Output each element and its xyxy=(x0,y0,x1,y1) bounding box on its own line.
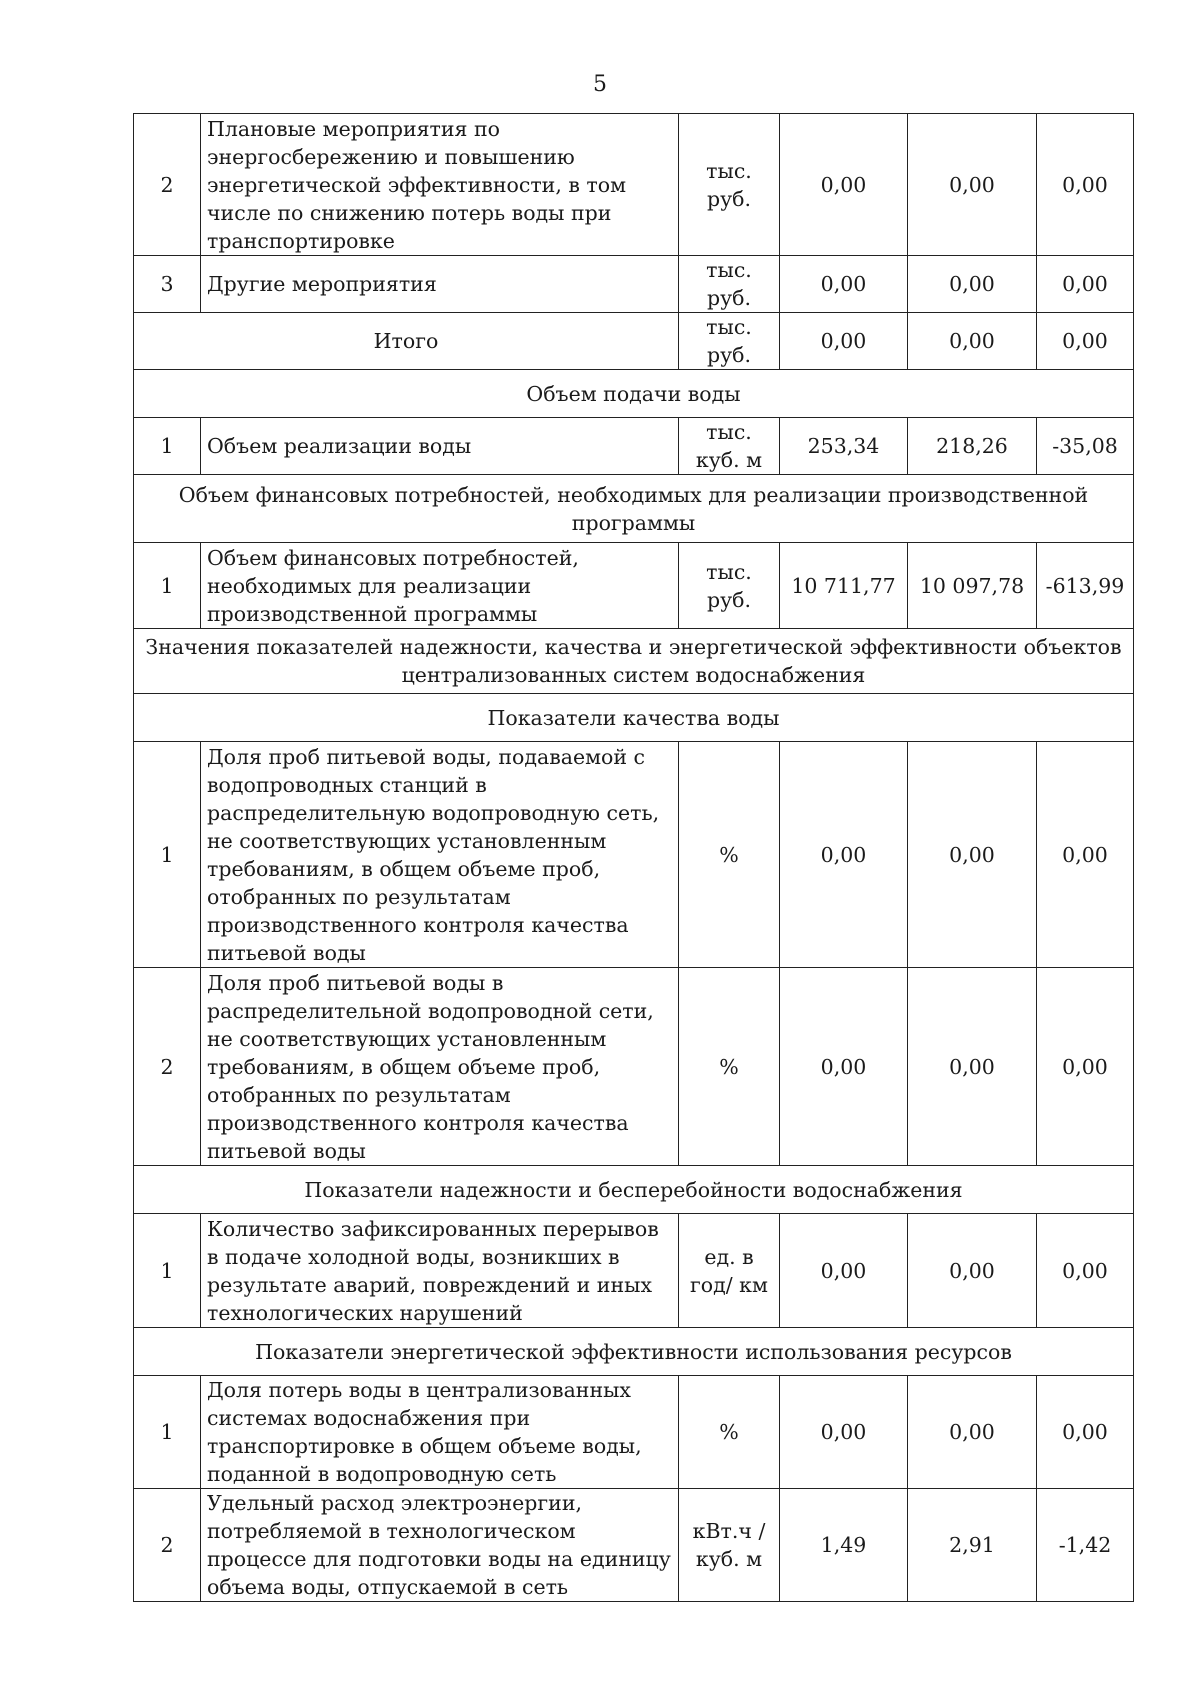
row-number: 1 xyxy=(134,742,201,968)
unit-cell: тыс. руб. xyxy=(679,313,780,370)
value-cell-3: -35,08 xyxy=(1037,418,1134,475)
value-cell-3: 0,00 xyxy=(1037,968,1134,1166)
value-cell-1: 10 711,77 xyxy=(780,543,908,629)
table-row xyxy=(134,1489,1134,1602)
section-header-row xyxy=(134,370,1134,418)
row-number: 3 xyxy=(134,256,201,313)
unit-cell: тыс. руб. xyxy=(679,543,780,629)
table-row xyxy=(134,543,1134,629)
indicator-name: Удельный расход электроэнергии, потребляемой в технологическом процессе для подготовки воды на единицу объема воды, отпускаемой в сеть xyxy=(201,1489,679,1602)
value-cell-2: 2,91 xyxy=(908,1489,1037,1602)
value-cell-2: 0,00 xyxy=(908,114,1037,256)
indicator-name: Количество зафиксированных перерывов в подаче холодной воды, возникших в результате аварий, повреждений и иных технологических нарушений xyxy=(201,1214,679,1328)
section-header-row xyxy=(134,629,1134,694)
value-cell-2: 0,00 xyxy=(908,313,1037,370)
value-cell-1: 253,34 xyxy=(780,418,908,475)
value-cell-1: 0,00 xyxy=(780,742,908,968)
table-row xyxy=(134,742,1134,968)
row-number: 2 xyxy=(134,114,201,256)
unit-cell: ед. в год/ км xyxy=(679,1214,780,1328)
value-cell-3: 0,00 xyxy=(1037,742,1134,968)
row-number: 1 xyxy=(134,418,201,475)
row-number: 1 xyxy=(134,1214,201,1328)
unit-cell: % xyxy=(679,1376,780,1489)
section-header-row xyxy=(134,694,1134,742)
section-title: Показатели качества воды xyxy=(134,694,1134,742)
row-number: 2 xyxy=(134,1489,201,1602)
table-row xyxy=(134,114,1134,256)
value-cell-3: 0,00 xyxy=(1037,1376,1134,1489)
section-title: Объем финансовых потребностей, необходимых для реализации производственной программы xyxy=(134,475,1134,543)
value-cell-2: 218,26 xyxy=(908,418,1037,475)
section-header-row xyxy=(134,475,1134,543)
value-cell-3: -613,99 xyxy=(1037,543,1134,629)
value-cell-2: 0,00 xyxy=(908,968,1037,1166)
row-number: 1 xyxy=(134,543,201,629)
value-cell-2: 0,00 xyxy=(908,256,1037,313)
value-cell-1: 0,00 xyxy=(780,114,908,256)
indicator-name: Доля потерь воды в централизованных системах водоснабжения при транспортировке в общем объеме воды, поданной в водопроводную сеть xyxy=(201,1376,679,1489)
value-cell-1: 0,00 xyxy=(780,1214,908,1328)
indicator-name: Объем финансовых потребностей, необходимых для реализации производственной программы xyxy=(201,543,679,629)
table-row xyxy=(134,256,1134,313)
value-cell-2: 0,00 xyxy=(908,742,1037,968)
unit-cell: тыс. куб. м xyxy=(679,418,780,475)
unit-cell: тыс. руб. xyxy=(679,256,780,313)
section-title: Значения показателей надежности, качества и энергетической эффективности объектов централизованных систем водоснабжения xyxy=(134,629,1134,694)
section-header-row xyxy=(134,1166,1134,1214)
row-number: 2 xyxy=(134,968,201,1166)
page-number: 5 xyxy=(593,72,607,97)
value-cell-1: 0,00 xyxy=(780,968,908,1166)
indicator-name: Доля проб питьевой воды, подаваемой с водопроводных станций в распределительную водопроводную сеть, не соответствующих установленным требованиям, в общем объеме проб, отобранных по результатам производственного контроля качества питьевой воды xyxy=(201,742,679,968)
indicator-name: Плановые мероприятия по энергосбережению и повышению энергетической эффективности, в том числе по снижению потерь воды при транспортировке xyxy=(201,114,679,256)
table-row xyxy=(134,1376,1134,1489)
indicator-name: Объем реализации воды xyxy=(201,418,679,475)
value-cell-3: 0,00 xyxy=(1037,256,1134,313)
value-cell-1: 0,00 xyxy=(780,313,908,370)
value-cell-1: 1,49 xyxy=(780,1489,908,1602)
total-label: Итого xyxy=(134,313,679,370)
indicator-name: Доля проб питьевой воды в распределительной водопроводной сети, не соответствующих установленным требованиям, в общем объеме проб, отобранных по результатам производственного контроля качества питьевой воды xyxy=(201,968,679,1166)
value-cell-1: 0,00 xyxy=(780,256,908,313)
value-cell-3: 0,00 xyxy=(1037,1214,1134,1328)
section-title: Показатели энергетической эффективности использования ресурсов xyxy=(134,1328,1134,1376)
table-row xyxy=(134,418,1134,475)
section-title: Объем подачи воды xyxy=(134,370,1134,418)
table-row xyxy=(134,968,1134,1166)
unit-cell: % xyxy=(679,742,780,968)
row-number: 1 xyxy=(134,1376,201,1489)
indicator-name: Другие мероприятия xyxy=(201,256,679,313)
value-cell-2: 0,00 xyxy=(908,1376,1037,1489)
unit-cell: тыс. руб. xyxy=(679,114,780,256)
value-cell-3: -1,42 xyxy=(1037,1489,1134,1602)
value-cell-3: 0,00 xyxy=(1037,313,1134,370)
unit-cell: кВт.ч / куб. м xyxy=(679,1489,780,1602)
indicators-table xyxy=(133,113,1134,1602)
total-row xyxy=(134,313,1134,370)
section-header-row xyxy=(134,1328,1134,1376)
table-row xyxy=(134,1214,1134,1328)
value-cell-2: 0,00 xyxy=(908,1214,1037,1328)
value-cell-3: 0,00 xyxy=(1037,114,1134,256)
section-title: Показатели надежности и бесперебойности водоснабжения xyxy=(134,1166,1134,1214)
value-cell-2: 10 097,78 xyxy=(908,543,1037,629)
value-cell-1: 0,00 xyxy=(780,1376,908,1489)
unit-cell: % xyxy=(679,968,780,1166)
